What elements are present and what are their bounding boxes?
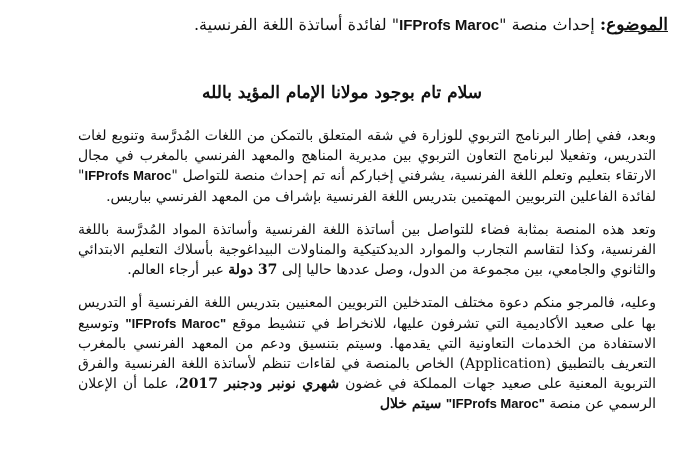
greeting: سلام تام بوجود مولانا الإمام المؤيد بالله: [202, 83, 482, 103]
paragraph-3-brand: "IFProfs Maroc": [125, 315, 227, 331]
paragraph-3-text-c: ، علما أن الإعلان الرسمي عن منصة: [78, 376, 656, 413]
paragraph-3-text-a: وعليه، فالمرجو منكم دعوة مختلف المتدخلين التربويين المعنيين بتدريس اللغة الفرنسية أو التدريس بها على صعيد الأكاديمية التي تشرفون عليها، للانخراط في تنشيط موقع: [78, 295, 656, 332]
paragraph-2-text-a: وتعد هذه المنصة بمثابة فضاء للتواصل بين أساتذة اللغة الفرنسية وأساتذة المواد المُدرَّسة باللغة الفرنسية، وكذا لتقاسم التجارب والموارد الديدكتيكية والمناولات البيداغوجية بأسلاك التعليم الابتدائي والثانوي والجامعي، بين مجموعة من الدول، وصل عددها حاليا إلى: [78, 221, 656, 279]
letter-body: [78, 126, 656, 415]
paragraph-1-brand: IFProfs Maroc: [84, 168, 172, 184]
subject-brand: IFProfs Maroc: [399, 17, 500, 34]
paragraph-1-text-b: " لفائدة الفاعلين التربويين المهتمين بتدريس اللغة الفرنسية بإشراف من المعهد الفرنسي بباريس.: [78, 168, 656, 205]
subject-text-before: إحداث منصة ": [499, 15, 595, 34]
paragraph-platform-description: [78, 220, 656, 281]
subject-separator: :: [599, 15, 607, 35]
paragraph-3-brand-2: "IFProfs Maroc": [445, 396, 545, 412]
paragraph-2-text-b: عبر أرجاء العالم.: [127, 262, 224, 279]
paragraph-3-months: شهري نونبر ودجنبر 2017: [179, 376, 340, 393]
paragraph-2-country-count: 37 دولة: [228, 262, 278, 279]
subject-line: [194, 14, 668, 37]
paragraph-3-text-b: وتوسيع الاستفادة من الخدمات التعاونية التي يقدمها. وسيتم بتنسيق ودعم من المعهد الفرنسي بالمغرب التعريف بالتطبيق (Application) الخاص بالمنصة في لقاءات تنظم لأساتذة اللغة الفرنسية والفرق التربوية المعنية على صعيد جهات المملكة في غضون: [78, 315, 656, 393]
subject-text-after: " لفائدة أساتذة اللغة الفرنسية.: [193, 15, 400, 34]
paragraph-3-text-d: سيتم خلال: [379, 396, 442, 413]
paragraph-1-text-a: وبعد، ففي إطار البرنامج التربوي للوزارة في شقه المتعلق بالتمكن من اللغات المُدرَّسة وتنويع لغات التدريس، وتفعيلا لبرنامج التعاون التربوي بين مديرية المناهج والمعهد الفرنسي بالمغرب في مجال الارتقاء بتعليم وتعلم اللغة الفرنسية، يشرفني إخباركم أنه تم إحداث منصة للتواصل ": [78, 128, 656, 185]
subject-label: الموضوع: [606, 15, 668, 35]
paragraph-introduction: [78, 126, 656, 207]
paragraph-request: [78, 293, 656, 414]
